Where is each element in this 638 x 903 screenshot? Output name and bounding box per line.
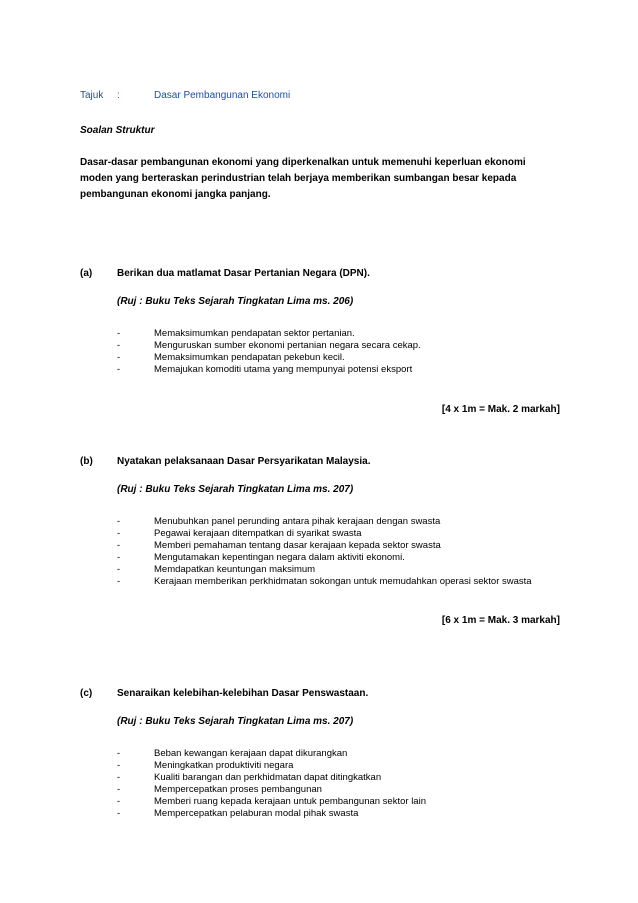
answer-text: Kerajaan memberikan perkhidmatan sokongan untuk memudahkan operasi sektor swasta xyxy=(154,576,532,587)
answer-text: Memberi pemahaman tentang dasar kerajaan kepada sektor swasta xyxy=(154,540,441,551)
answer-text: Mempercepatkan proses pembangunan xyxy=(154,784,322,795)
question-c-label: (c) xyxy=(80,688,93,699)
section-title: Soalan Struktur xyxy=(80,125,155,136)
bullet: - xyxy=(117,748,121,759)
bullet: - xyxy=(117,516,121,527)
bullet: - xyxy=(117,352,121,363)
answer-text: Menubuhkan panel perunding antara pihak kerajaan dengan swasta xyxy=(154,516,441,527)
question-a-text: Berikan dua matlamat Dasar Pertanian Negara (DPN). xyxy=(117,268,370,279)
answer-text: Kualiti barangan dan perkhidmatan dapat ditingkatkan xyxy=(154,772,382,783)
bullet: - xyxy=(117,364,121,375)
answer-text: Mempercepatkan pelaburan modal pihak swasta xyxy=(154,808,359,819)
answer-text: Menguruskan sumber ekonomi pertanian negara secara cekap. xyxy=(154,340,421,351)
topic-separator: : xyxy=(117,90,120,101)
question-b-label: (b) xyxy=(80,456,93,467)
bullet: - xyxy=(117,784,121,795)
bullet: - xyxy=(117,796,121,807)
answer-text: Beban kewangan kerajaan dapat dikurangkan xyxy=(154,748,348,759)
question-a-marks: [4 x 1m = Mak. 2 markah] xyxy=(441,404,560,415)
bullet: - xyxy=(117,564,121,575)
question-a-reference: (Ruj : Buku Teks Sejarah Tingkatan Lima ms. 206) xyxy=(117,296,354,307)
bullet: - xyxy=(117,772,121,783)
question-a-label: (a) xyxy=(80,268,93,279)
bullet: - xyxy=(117,340,121,351)
bullet: - xyxy=(117,576,121,587)
intro-paragraph: Dasar-dasar pembangunan ekonomi yang diperkenalkan untuk memenuhi keperluan ekonomi moden yang berteraskan perindustrian telah berjaya memberikan sumbangan besar kepada pembangunan ekonomi jangka panjang. xyxy=(80,157,526,200)
answer-text: Mengutamakan kepentingan negara dalam aktiviti ekonomi. xyxy=(154,552,405,563)
topic-label: Tajuk xyxy=(80,90,104,101)
answer-text: Memaksimumkan pendapatan sektor pertanian. xyxy=(154,328,355,339)
answer-text: Memdapatkan keuntungan maksimum xyxy=(154,564,316,575)
answer-text: Pegawai kerajaan ditempatkan di syarikat swasta xyxy=(154,528,362,539)
answer-text: Meningkatkan produktiviti negara xyxy=(154,760,294,771)
question-c-text: Senaraikan kelebihan-kelebihan Dasar Penswastaan. xyxy=(117,688,369,699)
bullet: - xyxy=(117,760,121,771)
bullet: - xyxy=(117,540,121,551)
bullet: - xyxy=(117,552,121,563)
bullet: - xyxy=(117,528,121,539)
bullet: - xyxy=(117,808,121,819)
question-b-marks: [6 x 1m = Mak. 3 markah] xyxy=(441,615,560,626)
topic-value: Dasar Pembangunan Ekonomi xyxy=(154,90,291,101)
answer-text: Memajukan komoditi utama yang mempunyai potensi eksport xyxy=(154,364,413,375)
question-c-reference: (Ruj : Buku Teks Sejarah Tingkatan Lima ms. 207) xyxy=(117,716,354,727)
question-b-text: Nyatakan pelaksanaan Dasar Persyarikatan Malaysia. xyxy=(117,456,371,467)
answer-text: Memberi ruang kepada kerajaan untuk pembangunan sektor lain xyxy=(154,796,426,807)
question-b-reference: (Ruj : Buku Teks Sejarah Tingkatan Lima ms. 207) xyxy=(117,484,354,495)
bullet: - xyxy=(117,328,121,339)
answer-text: Memaksimumkan pendapatan pekebun kecil. xyxy=(154,352,345,363)
